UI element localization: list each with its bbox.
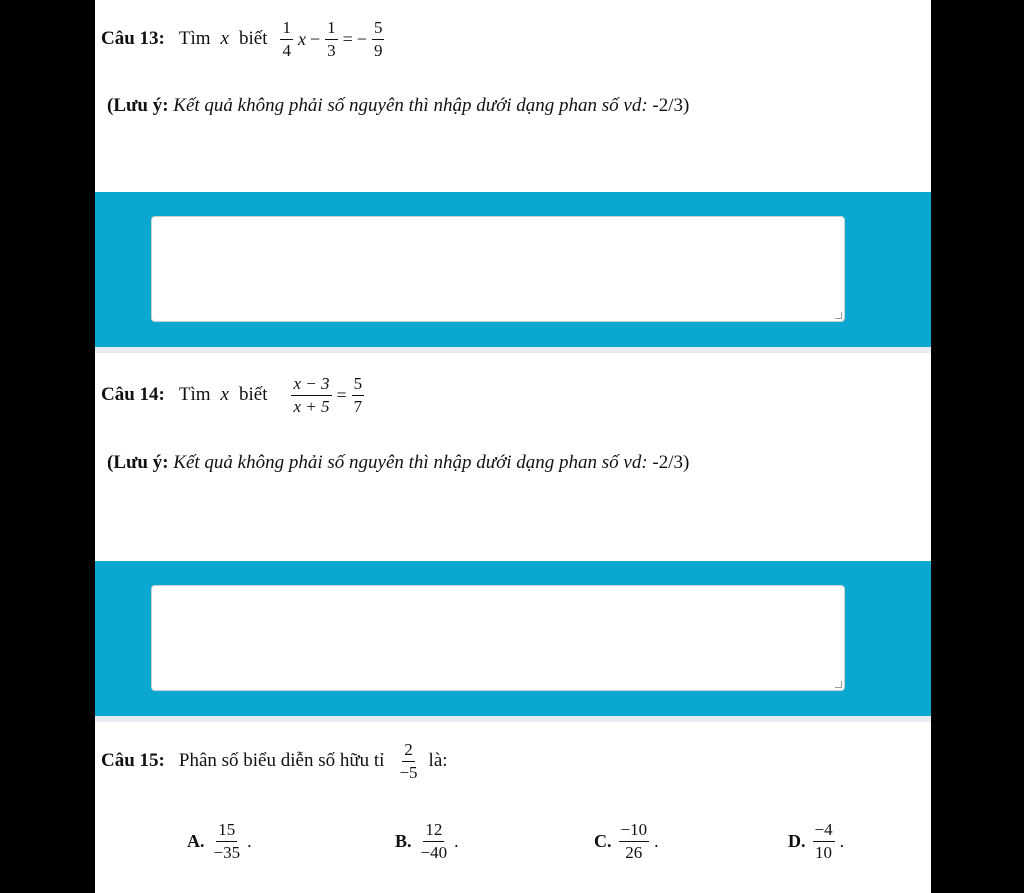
- question-13-label: Câu 13:: [101, 28, 165, 50]
- question-15-tail: là:: [428, 750, 448, 772]
- question-14-text-tim: Tìm: [178, 384, 211, 406]
- question-13-text-tim: Tìm: [178, 28, 211, 50]
- answer-area-13: [95, 192, 931, 353]
- question-14-note: (Lưu ý: Kết quả không phải số nguyên thì nhập dưới dạng phan số vd: -2/3): [107, 452, 690, 473]
- q13-minus-2: −: [356, 28, 367, 49]
- question-13-text-biet: biết: [238, 28, 268, 50]
- q13-x: x: [297, 28, 306, 49]
- q14-fraction-1: $\frac{x - 3}{x + 5}$: [293, 374, 330, 416]
- q13-fraction-1: $\frac{1}{4}$: [282, 18, 291, 60]
- resize-grip-icon[interactable]: [835, 681, 842, 688]
- question-14-text-biet: biết: [238, 384, 268, 406]
- q13-minus: −: [309, 28, 321, 49]
- quiz-page: [95, 0, 931, 893]
- answer-input-14[interactable]: [151, 585, 845, 691]
- answer-input-13[interactable]: [151, 216, 845, 322]
- question-13-note: (Lưu ý: Kết quả không phải số nguyên thì nhập dưới dạng phan số vd: -2/3): [107, 95, 690, 116]
- question-15-label: Câu 15:: [101, 750, 165, 772]
- question-14-label: Câu 14:: [101, 384, 165, 406]
- answer-area-14: [95, 561, 931, 722]
- option-b[interactable]: B. $\frac{12}{-40}$ .: [395, 820, 459, 862]
- question-15: [101, 740, 458, 782]
- question-13: [101, 18, 387, 60]
- q13-fraction-3: $\frac{5}{9}$: [373, 18, 383, 60]
- question-14-var: x: [220, 384, 229, 406]
- question-13-var: x: [220, 28, 229, 50]
- resize-grip-icon[interactable]: [835, 312, 842, 319]
- q15-fraction: $\frac{2}{-5}$: [399, 740, 418, 782]
- option-d[interactable]: D. $\frac{-4}{10}$ .: [788, 820, 845, 862]
- question-15-text: Phân số biểu diễn số hữu tỉ: [178, 750, 385, 772]
- q13-equals: =: [342, 28, 353, 49]
- answer-options: [95, 820, 931, 876]
- question-14: [101, 374, 367, 416]
- q14-fraction-2: $\frac{5}{7}$: [353, 374, 363, 416]
- q14-equals: =: [336, 384, 347, 405]
- option-a[interactable]: A. $\frac{15}{-35}$ .: [187, 820, 252, 862]
- q13-fraction-2: $\frac{1}{3}$: [327, 18, 336, 60]
- option-c[interactable]: C. $\frac{-10}{26}$ .: [594, 820, 659, 862]
